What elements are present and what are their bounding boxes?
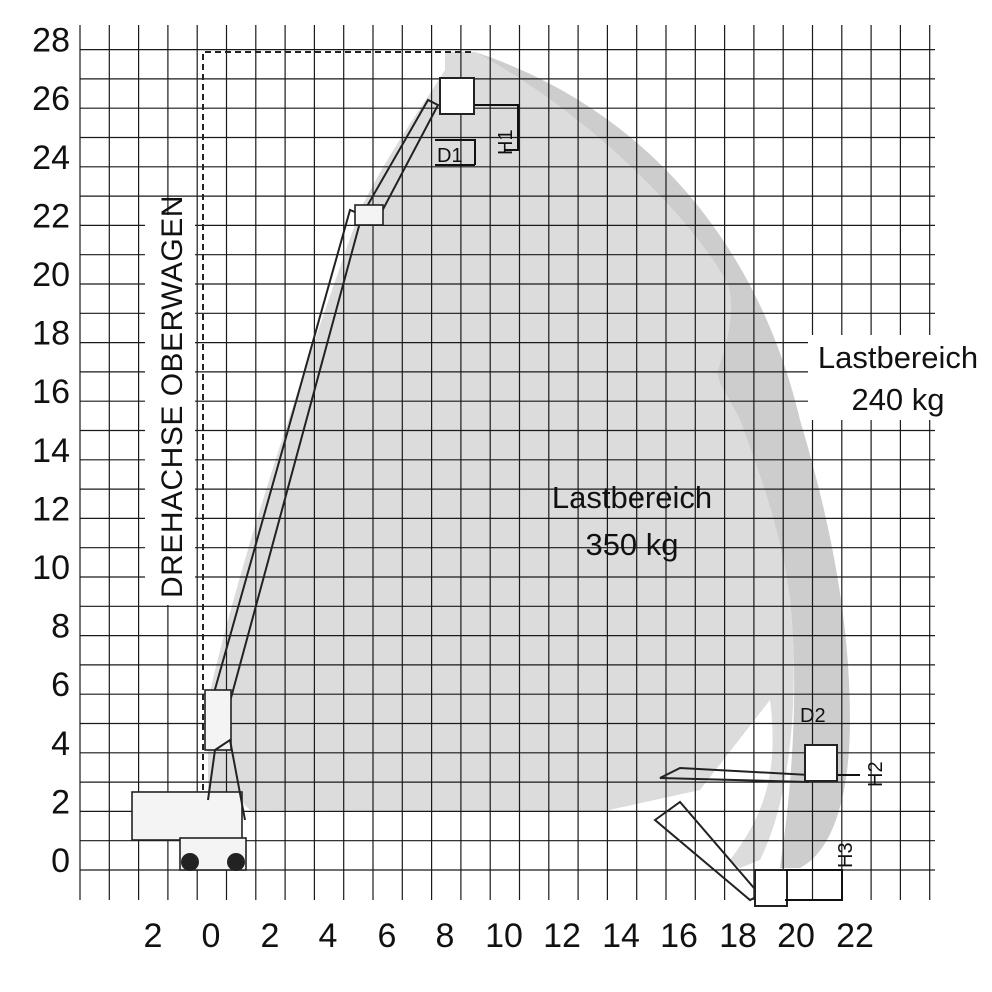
y-tick-label: 6 [51,666,70,705]
y-tick-label: 0 [51,842,70,880]
y-tick-label: 18 [32,314,70,353]
x-tick-label: 6 [377,917,397,955]
y-tick-label: 16 [32,373,70,412]
y-tick-label: 20 [32,256,70,294]
y-axis-ticks [32,22,70,880]
marker-d2: D2 [800,705,826,727]
x-tick-label: 18 [719,917,757,955]
y-tick-label: 24 [32,138,70,177]
y-tick-label: 2 [51,783,70,822]
zone-350kg-label-line2: 350 kg [585,527,679,562]
x-tick-label: 4 [318,917,338,955]
y-tick-label: 10 [32,549,70,587]
axis-title: DREHACHSE OBERWAGEN [156,195,189,598]
y-tick-label: 26 [32,80,70,119]
x-tick-label: 16 [660,917,698,955]
x-axis-ticks [144,917,874,955]
marker-h1: H1 [495,129,517,155]
x-tick-label: 2 [143,917,163,955]
x-tick-label: 12 [543,917,581,955]
x-tick-label: 14 [602,917,640,955]
x-tick-label: 0 [201,917,221,955]
zone-240kg-label-line1: Lastbereich [817,340,979,375]
x-tick-label: 20 [777,917,815,955]
y-tick-label: 22 [32,197,70,236]
marker-h3: H3 [835,842,857,868]
x-tick-label: 10 [485,917,523,955]
x-tick-label: 22 [836,917,874,955]
x-tick-label: 8 [435,917,455,955]
marker-d1: D1 [437,145,463,167]
x-tick-label: 2 [260,917,280,955]
y-tick-label: 28 [32,21,70,60]
y-tick-label: 8 [51,607,70,646]
marker-h2: H2 [865,761,887,787]
zone-240kg-label-line2: 240 kg [851,382,945,417]
y-tick-label: 12 [32,490,70,529]
y-tick-label: 4 [51,724,70,763]
y-tick-label: 14 [32,431,70,470]
zone-350kg-label-line1: Lastbereich [551,480,713,515]
